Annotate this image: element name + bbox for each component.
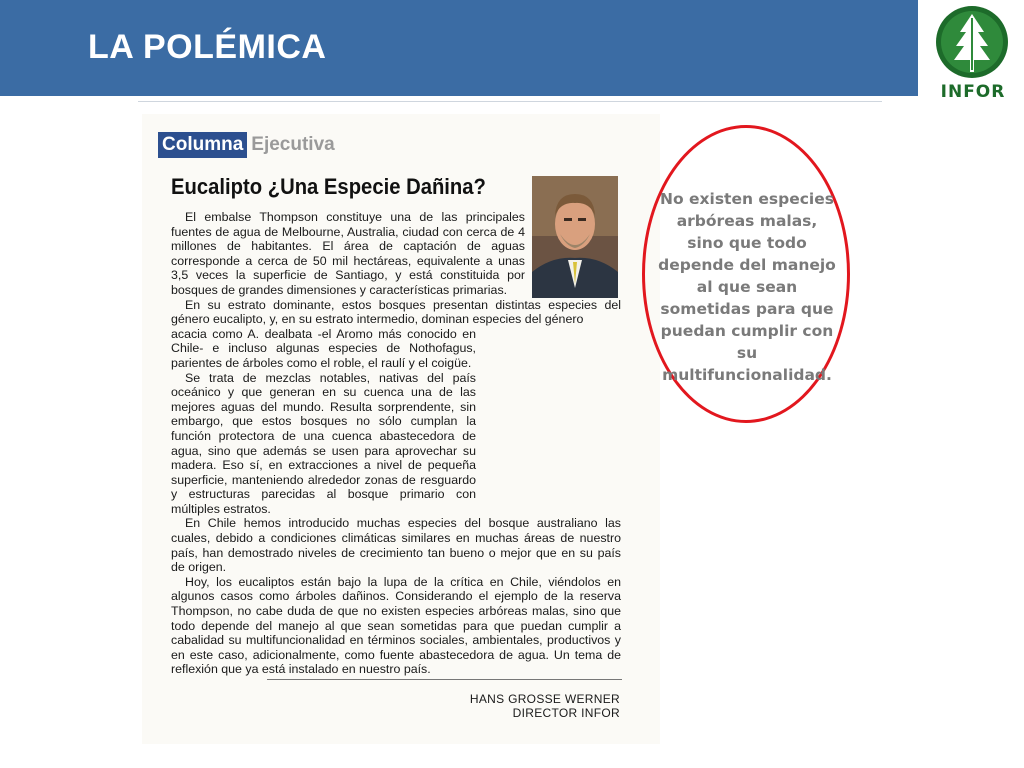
article-title: Eucalipto ¿Una Especie Dañina? (171, 174, 486, 199)
logo-text: INFOR (940, 82, 1006, 102)
signature-rule (267, 679, 622, 680)
callout-quote: No existen especies arbóreas malas, sino que todo depende del manejo al que sean sometidas para que puedan cumplir con su multifuncionalidad. (658, 190, 836, 384)
article-paragraph: acacia como A. dealbata -el Aromo más conocido en Chile- e incluso algunas especies de Nothofagus, parientes de árboles como el roble, el raulí y el coigüe. (171, 326, 476, 370)
infor-logo (922, 0, 1024, 100)
author-role: DIRECTOR INFOR (512, 706, 620, 720)
column-tag (158, 132, 335, 158)
tree-leaf-icon (932, 4, 1012, 80)
article-paragraph: En Chile hemos introducido muchas especies del bosque australiano las cuales, debido a condiciones climáticas similares en muchas áreas de nuestro país, han demostrado niveles de crecimiento tan bueno o mejor que en su país de origen. (171, 516, 621, 575)
slide-title: LA POLÉMICA (88, 28, 327, 66)
article-paragraph: En su estrato dominante, estos bosques presentan distintas especies del género eucalipto, y, en su estrato intermedio, dominan especies del género (171, 297, 621, 327)
article-paragraph: El embalse Thompson constituye una de las principales fuentes de agua de Melbourne, Australia, ciudad con cerca de 4 millones de habitantes. El área de captación de aguas corresponde a cerca de 50 mil hectáreas, equivalente a unas 3,5 veces la superficie de Santiago, y está constituida por bosques de grandes dimensiones y características primarias. (171, 210, 525, 297)
divider (138, 101, 882, 102)
article-paragraph: Hoy, los eucaliptos están bajo la lupa de la crítica en Chile, viéndolos en algunos casos como árboles dañinos. Considerando el ejemplo de la reserva Thompson, no cabe duda de que no existen especies arbóreas malas, sino que todo depende del manejo al que sean sometidas para que puedan cumplir a cabalidad su multifuncionalidad en términos sociales, ambientales, productivos y en este caso, adicionalmente, como fuente abastecedora de agua. Un tema de reflexión que ya está instalado en nuestro país. (171, 574, 621, 677)
article-body (171, 210, 621, 677)
article-paragraph: Se trata de mezclas notables, nativas del país oceánico y que generan en su cuenca una de las mejores aguas del mundo. Resulta sorprendente, sin embargo, que estos bosques no sólo cumplan la función protectora de una cuenca abastecedora de agua, sino que además se usen para aprovechar su madera. Eso sí, en extracciones a nivel de pequeña superficie, manteniendo alrededor zonas de resguardo y estructuras parecidas al bosque primario con múltiples estratos. (171, 370, 476, 516)
author-name: HANS GROSSE WERNER (469, 692, 620, 706)
newspaper-clipping (142, 114, 660, 744)
column-sublabel: Ejecutiva (251, 134, 335, 155)
column-label: Columna (158, 132, 247, 158)
author-signature (470, 692, 620, 720)
